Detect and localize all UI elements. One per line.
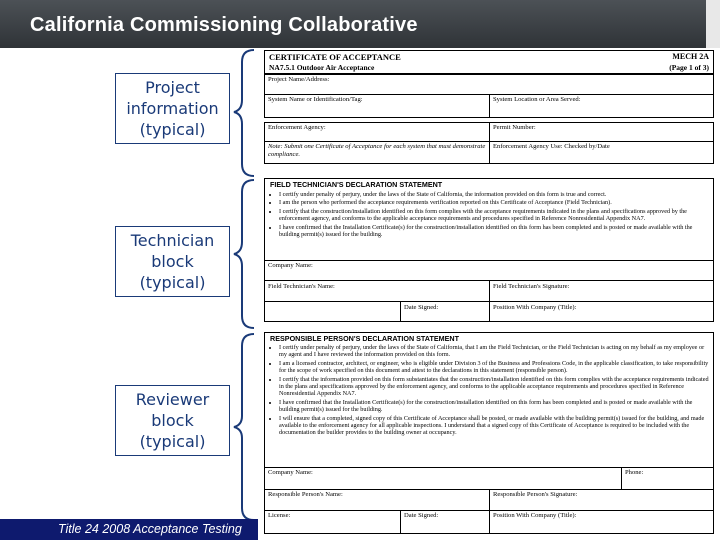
header-bar — [0, 0, 720, 48]
callout-project: Project information (typical) — [115, 73, 230, 144]
enforcement-agency-field — [264, 122, 490, 142]
tech-position-label: Position With Company (Title): — [493, 304, 577, 311]
permit-number-field — [489, 122, 714, 142]
resp-company-label: Company Name: — [268, 469, 313, 476]
tech-statement: • I am the person who performed the acceptance requirements verification reported on this Certificate of Acceptance (Field Technician). — [279, 199, 713, 206]
project-name-field — [264, 74, 714, 95]
form-id: NA7.5.1 Outdoor Air Acceptance — [269, 63, 375, 72]
cert-title: CERTIFICATE OF ACCEPTANCE — [269, 52, 401, 62]
tech-company-label: Company Name: — [268, 262, 313, 269]
tech-statement: • I certify that the construction/installation identified on this form complies with the acceptance requirements indicated in the plans and specifications approved by the enforcement agency, and conforms to the applicable acceptance requirements and procedures specified in Reference Nonresidential Appendix NA7. — [279, 208, 713, 223]
tech-divider-v — [400, 301, 401, 322]
enforcement-agency-label: Enforcement Agency: — [268, 124, 326, 131]
resp-license-label: License: — [268, 512, 291, 519]
note-text: Note: Submit one Certificate of Acceptance for each system that must demonstrate compliance. — [268, 143, 486, 158]
system-name-label: System Name or Identification/Tag: — [268, 96, 363, 103]
resp-title: RESPONSIBLE PERSON'S DECLARATION STATEMENT — [270, 334, 459, 343]
tech-statements — [270, 191, 713, 239]
brace-reviewer — [232, 332, 262, 522]
resp-phone-label: Phone: — [625, 469, 644, 476]
tech-divider — [264, 260, 714, 261]
header-title: California Commissioning Collaborative — [30, 14, 418, 36]
callout-technician: Technician block (typical) — [115, 226, 230, 297]
system-location-label: System Location or Area Served: — [493, 96, 581, 103]
project-name-label: Project Name/Address: — [268, 76, 330, 83]
brace-technician — [232, 178, 262, 330]
mech-id: MECH 2A — [672, 52, 709, 61]
resp-divider — [264, 510, 714, 511]
resp-statement: • I certify under penalty of perjury, under the laws of the State of California, that I am the Field Technician, or the Field Technician is acting on my behalf as my employee or my agent and I have reviewed the information provided on this form. — [279, 344, 713, 359]
note-field — [264, 141, 490, 164]
resp-statement: • I have confirmed that the Installation Certificate(s) for the construction/installation identified on this form has been completed and is posted or made available with the building permit(s) issued for the building. — [279, 399, 713, 414]
resp-date-label: Date Signed: — [404, 512, 439, 519]
tech-divider — [264, 301, 714, 302]
resp-position-label: Position With Company (Title): — [493, 512, 577, 519]
resp-statement: • I will ensure that a completed, signed copy of this Certificate of Acceptance shall be posted, or made available with the building permit(s) issued for the building, and made available to the enforcement agency for all applicable inspections. I understand that a signed copy of this Certificate of Acceptance is required to be included with the documentation the builder provides to the building owner at occupancy. — [279, 415, 713, 437]
header-corner — [706, 0, 720, 48]
resp-divider — [264, 467, 714, 468]
tech-name-label: Field Technician's Name: — [268, 283, 335, 290]
resp-signature-label: Responsible Person's Signature: — [493, 491, 578, 498]
tech-signature-label: Field Technician's Signature: — [493, 283, 570, 290]
agency-use-field — [489, 141, 714, 164]
tech-date-label: Date Signed: — [404, 304, 439, 311]
resp-divider-v — [489, 489, 490, 534]
resp-statements — [270, 344, 713, 438]
brace-project — [232, 48, 262, 178]
footer-bar — [0, 519, 258, 540]
tech-statement: • I have confirmed that the Installation Certificate(s) for the construction/installation identified on this form has been completed and is posted or made available with the building permit(s) issued for the building. — [279, 224, 713, 239]
footer-text: Title 24 2008 Acceptance Testing — [58, 522, 242, 536]
tech-title: FIELD TECHNICIAN'S DECLARATION STATEMENT — [270, 180, 443, 189]
resp-statement: • I am a licensed contractor, architect, or engineer, who is eligible under Division 3 of the Business and Professions Code, in the applicable classification, to take responsibility for the scope of work specified on this document and attest to the declarations in this statement (responsible person). — [279, 360, 713, 375]
tech-statement: • I certify under penalty of perjury, under the laws of the State of California, the information provided on this form is true and correct. — [279, 191, 713, 198]
system-name-field — [264, 94, 490, 118]
page-number: (Page 1 of 3) — [669, 63, 709, 72]
resp-statement: • I certify that the information provided on this form substantiates that the construction/installation identified on this form complies with the acceptance requirements indicated in the plans and specifications approved by the enforcement agency, and conforms to the applicable acceptance requirements and procedures specified in Reference Nonresidential Appendix NA7. — [279, 376, 713, 398]
resp-divider-v — [621, 467, 622, 489]
permit-number-label: Permit Number: — [493, 124, 536, 131]
callout-reviewer: Reviewer block (typical) — [115, 385, 230, 456]
cert-header — [264, 50, 714, 74]
acceptance-form — [264, 50, 714, 540]
resp-divider-v — [400, 510, 401, 534]
agency-use-label: Enforcement Agency Use: Checked by/Date — [493, 143, 610, 150]
system-location-field — [489, 94, 714, 118]
resp-name-label: Responsible Person's Name: — [268, 491, 343, 498]
